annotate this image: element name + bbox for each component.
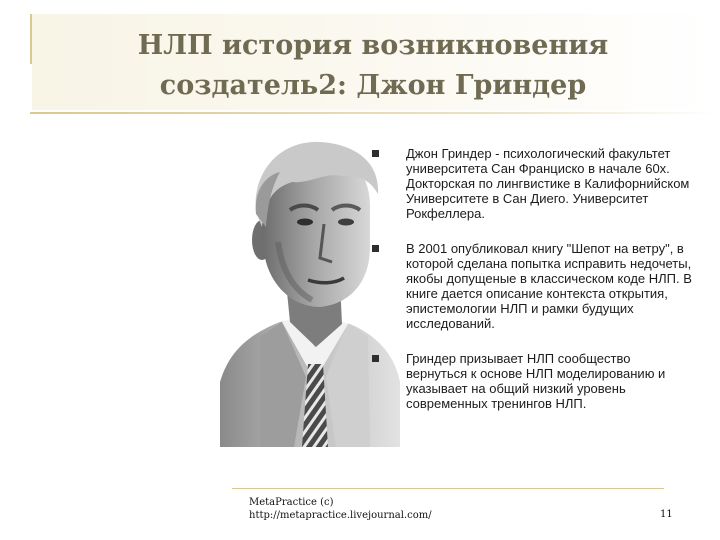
- page-number: 11: [660, 509, 673, 520]
- bullet-text: Джон Гриндер - психологический факультет университета Сан Франциско в начале 60х. Докторская по лингвистике в Калифорнийском Университете в Сан Диего. Университет Рокфеллера.: [406, 146, 690, 221]
- footer: [249, 496, 432, 522]
- footer-link[interactable]: http://metapractice.livejournal.com/: [249, 510, 432, 521]
- bullet-text: Гриндер призывает НЛП сообщество вернуться к основе НЛП моделированию и указывает на общий низкий уровень современных тренингов НЛП.: [406, 351, 666, 411]
- footer-rule: [232, 488, 664, 489]
- slide-title-line-2: создатель2: Джон Гриндер: [159, 70, 587, 101]
- slide-title-line-1: НЛП история возникновения: [137, 30, 609, 61]
- square-bullet-icon: [372, 245, 379, 252]
- footer-copyright: MetaPractice (c): [249, 497, 334, 508]
- bullet-item: [372, 241, 692, 331]
- square-bullet-icon: [372, 150, 379, 157]
- bullet-item: [372, 351, 692, 411]
- title-horizontal-rule: [30, 112, 720, 114]
- slide-title: [32, 26, 714, 106]
- bullet-text: В 2001 опубликовал книгу "Шепот на ветру", в которой сделана попытка исправить недочеты, якобы допущеные в классическом коде НЛП. В книге дается описание контекста открытия, эпистемологии НЛП и рамки будущих исследований.: [406, 241, 692, 331]
- bullet-list: [372, 146, 692, 411]
- bullet-item: [372, 146, 692, 221]
- square-bullet-icon: [372, 355, 379, 362]
